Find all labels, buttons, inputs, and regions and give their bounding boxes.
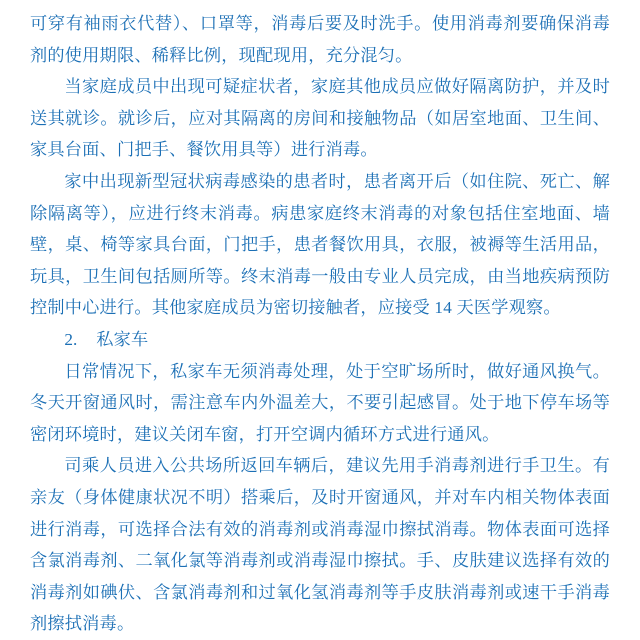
paragraph-1: 可穿有袖雨衣代替）、口罩等，消毒后要及时洗手。使用消毒剂要确保消毒剂的使用期限、稀释比例，现配现用，充分混匀。 [30, 14, 610, 65]
paragraph-3: 家中出现新型冠状病毒感染的患者时，患者离开后（如住院、死亡、解除隔离等），应进行终末消毒。病患家庭终末消毒的对象包括住室地面、墙壁，桌、椅等家具台面，门把手，患者餐饮用具，衣服，被褥等生活用品，玩具，卫生间包括厕所等。终末消毒一般由专业人员完成，由当地疾病预防控制中心进行。其他家庭成员为密切接触者，应接受 14 天医学观察。 [30, 171, 610, 318]
section-number: 2. [64, 329, 78, 349]
paragraph-5: 日常情况下，私家车无须消毒处理，处于空旷场所时，做好通风换气。冬天开窗通风时，需注意车内外温差大，不要引起感冒。处于地下停车场等密闭环境时，建议关闭车窗，打开空调内循环方式进行通风。 [30, 361, 610, 444]
paragraph-2: 当家庭成员中出现可疑症状者，家庭其他成员应做好隔离防护，并及时送其就诊。就诊后，应对其隔离的房间和接触物品（如居室地面、卫生间、家具台面、门把手、餐饮用具等）进行消毒。 [30, 77, 610, 160]
section-heading-private-car [30, 324, 610, 356]
section-title: 私家车 [96, 329, 149, 349]
paragraph-6: 司乘人员进入公共场所返回车辆后，建议先用手消毒剂进行手卫生。有亲友（身体健康状况不明）搭乘后，及时开窗通风，并对车内相关物体表面进行消毒，可选择合法有效的消毒剂或消毒湿巾擦拭消毒。物体表面可选择含氯消毒剂、二氧化氯等消毒剂或消毒湿巾擦拭。手、皮肤建议选择有效的消毒剂如碘伏、含氯消毒剂和过氧化氢消毒剂等手皮肤消毒剂或速干手消毒剂擦拭消毒。 [30, 456, 610, 634]
